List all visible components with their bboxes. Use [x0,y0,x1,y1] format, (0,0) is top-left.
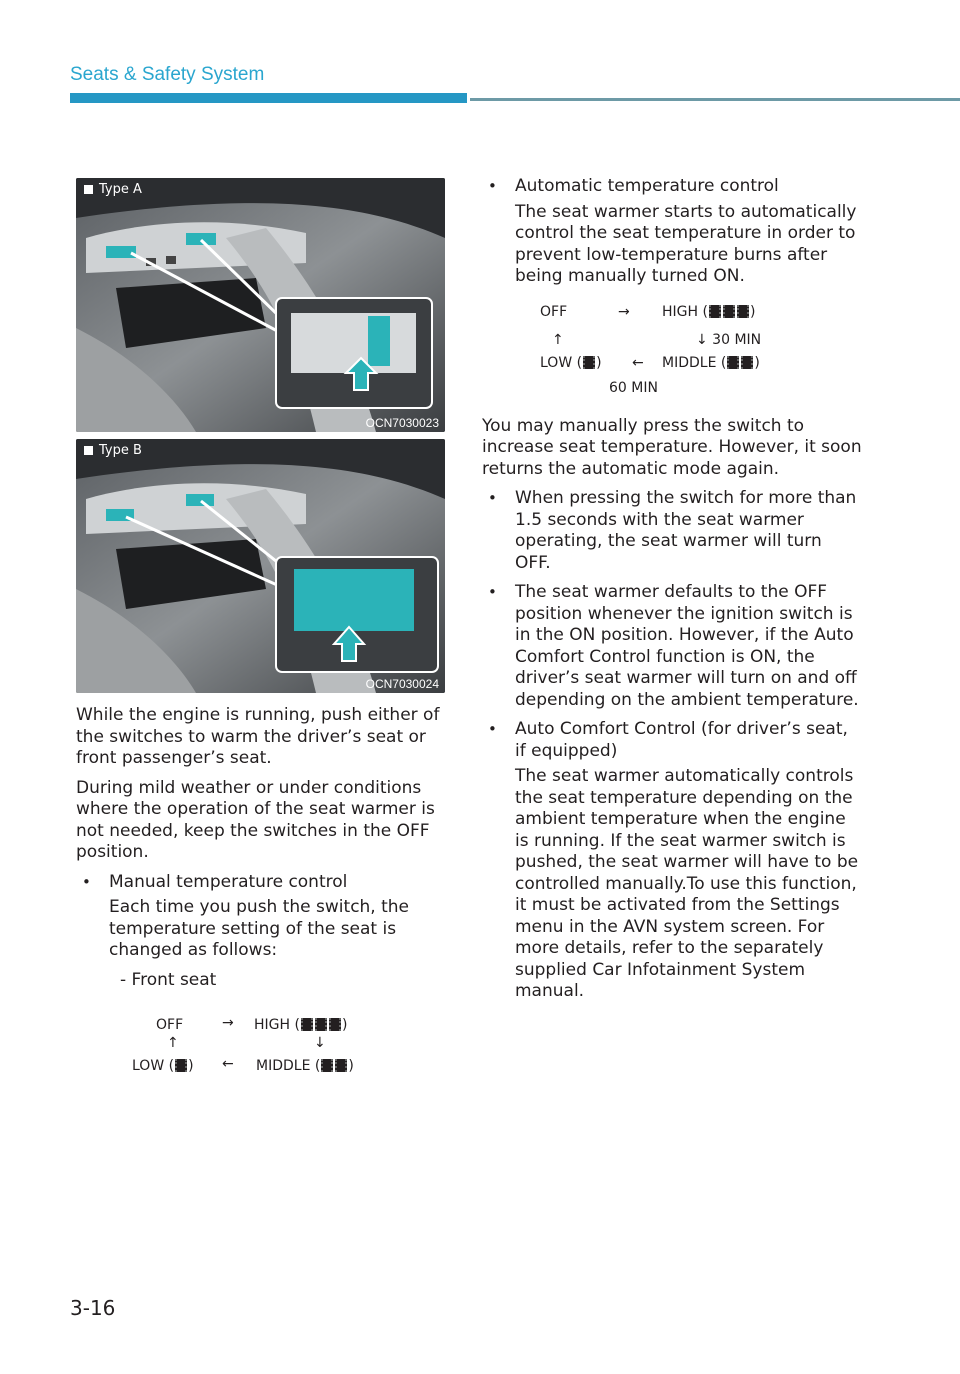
auto-low-close: ) [596,354,602,371]
figure-b-label [84,443,142,458]
manual-middle-close: ) [348,1058,354,1074]
auto-high-label [662,304,755,320]
left-column [76,178,446,1085]
arrow-right-icon: → [618,303,630,320]
auto-middle-close: ) [754,354,760,371]
console-photo-a [76,178,445,432]
manual-control-bullet: • Manual temperature control [76,872,446,894]
arrow-up-icon: ↑ [167,1035,179,1051]
heat-level-icon [583,356,595,369]
manual-off-label: OFF [156,1017,184,1033]
figure-type-b [76,439,445,693]
figure-b-code: OCN7030024 [365,677,439,691]
figure-type-a [76,178,445,432]
auto-comfort-bullet: • Auto Comfort Control (for driver’s seat, if equipped) [482,719,862,762]
right-column [482,176,862,1003]
auto-control-text: The seat warmer starts to automatically control the seat temperature in order to prevent low-temperature burns after being manually turned ON. [515,201,857,286]
header-rule-light [470,98,960,101]
auto-middle-label [662,355,760,371]
header-rule [70,93,467,103]
heat-level-icon [321,1059,333,1072]
manual-middle-label [256,1058,354,1074]
arrow-left-icon: ← [632,354,644,371]
figure-b-label-text: Type B [99,443,142,458]
manual-low-text: LOW ( [132,1058,175,1074]
auto-middle-text: MIDDLE ( [662,354,727,371]
manual-high-close: ) [341,1017,348,1033]
manual-cycle-diagram [76,1005,446,1085]
manual-low-label [132,1058,194,1074]
auto-high-text: HIGH ( [662,303,708,320]
auto-cycle-diagram [482,304,862,416]
auto-comfort-text: The seat warmer automatically controls the seat temperature depending on the ambient temperature when the engine is running. If the seat warmer switch is pushed, the seat warmer will have to be controlled manually.To use this function, it must be activated from the Settings menu in the AVN system screen. For more details, refer to the separately supplied Car Infotainment System manual. [515,766,859,1001]
page-number: 3-16 [70,1296,116,1320]
auto-high-close: ) [749,303,756,320]
auto-off-label: OFF [540,303,568,320]
arrow-up-icon: ↑ [552,331,564,348]
console-photo-b [76,439,445,693]
auto-60-min-label: 60 MIN [609,379,658,396]
heat-level-icon [737,305,749,318]
heat-level-icon [709,305,721,318]
manual-middle-text: MIDDLE ( [256,1058,321,1074]
heat-level-icon [301,1018,313,1031]
left-paragraph-1: While the engine is running, push either of the switches to warm the driver’s seat or front passenger’s seat. [76,705,440,768]
left-paragraph-2: During mild weather or under conditions where the operation of the seat warmer is not needed, keep the switches in the OFF position. [76,777,435,862]
heat-level-icon [329,1018,341,1031]
section-title: Seats & Safety System [70,64,265,85]
heat-level-icon [727,356,739,369]
manual-high-text: HIGH ( [254,1017,300,1033]
heat-level-icon [723,305,735,318]
square-bullet-icon [84,446,93,455]
arrow-left-icon: ← [222,1056,234,1072]
default-off-bullet: • The seat warmer defaults to the OFF position whenever the ignition switch is in the ON position. However, if the Auto Comfort Control function is ON, the driver’s seat warmer will turn on and off depending on the ambient temperature. [482,582,862,711]
long-press-bullet: • When pressing the switch for more than 1.5 seconds with the seat warmer operating, the seat warmer will turn OFF. [482,488,862,574]
heat-level-icon [335,1059,347,1072]
square-bullet-icon [84,185,93,194]
manual-low-close: ) [188,1058,194,1074]
figure-a-code: OCN7030023 [365,416,439,430]
auto-control-bullet: • Automatic temperature control [482,176,862,198]
arrow-down-icon: ↓ [314,1035,326,1051]
heat-level-icon [741,356,753,369]
front-seat-label: - Front seat [120,969,217,990]
heat-level-icon [315,1018,327,1031]
heat-level-icon [175,1059,187,1072]
manual-high-label [254,1017,347,1033]
figure-a-label-text: Type A [99,182,142,197]
auto-low-text: LOW ( [540,354,583,371]
arrow-right-icon: → [222,1015,234,1031]
manual-control-text: Each time you push the switch, the temperature setting of the seat is changed as follows: [109,897,410,960]
auto-30-min-label: ↓ 30 MIN [696,331,762,348]
auto-low-label [540,355,602,371]
figure-a-label [84,182,142,197]
right-paragraph-1: You may manually press the switch to increase seat temperature. However, it soon returns the automatic mode again. [482,415,862,479]
